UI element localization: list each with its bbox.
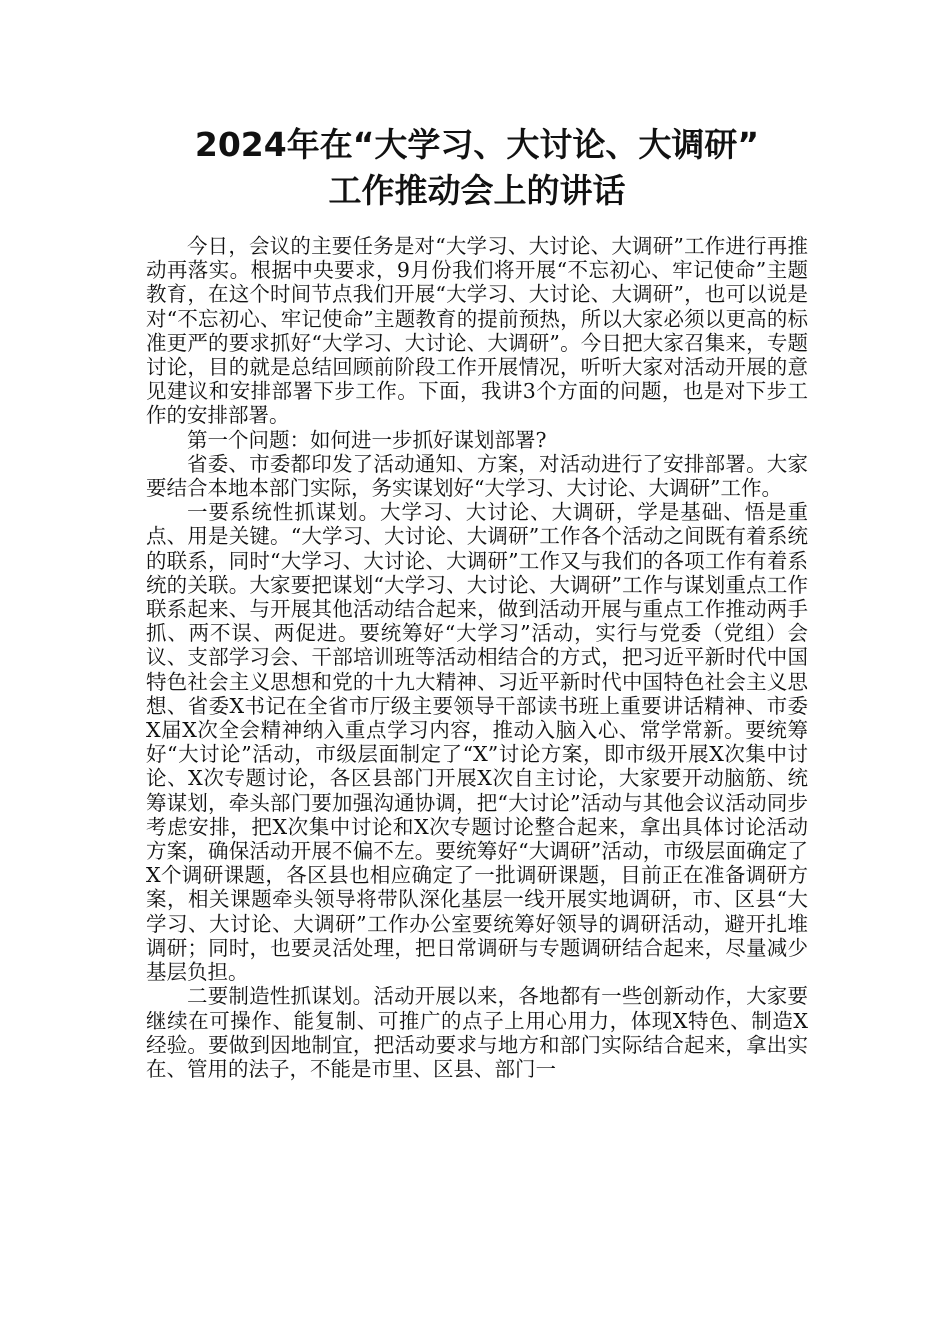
paragraph-4: 二要制造性抓谋划。活动开展以来，各地都有一些创新动作，大家要继续在可操作、能复制、可推广的点子上用心用力，体现X特色、制造X经验。要做到因地制宜，把活动要求与地方和部门实际结合起来，拿出实在、管用的法子，不能是市里、区县、部门一 bbox=[146, 984, 808, 1081]
title-line-1: 2024年在“大学习、大讨论、大调研” bbox=[194, 125, 760, 164]
document-page bbox=[146, 122, 808, 1081]
paragraph-2: 省委、市委都印发了活动通知、方案，对活动进行了安排部署。大家要结合本地本部门实际，务实谋划好“大学习、大讨论、大调研”工作。 bbox=[146, 451, 808, 501]
paragraph-3: 一要系统性抓谋划。大学习、大讨论、大调研，学是基础、悟是重点、用是关键。“大学习、大讨论、大调研”工作各个活动之间既有着系统的联系，同时“大学习、大讨论、大调研”工作又与我们的各项工作有着系统的关联。大家要把谋划“大学习、大讨论、大调研”工作与谋划重点工作联系起来、与开展其他活动结合起来，做到活动开展与重点工作推动两手抓、两不误、两促进。要统筹好“大学习”活动，实行与党委（党组）会议、支部学习会、干部培训班等活动相结合的方式，把习近平新时代中国特色社会主义思想和党的十九大精神、习近平新时代中国特色社会主义思想、省委X书记在全省市厅级主要领导干部读书班上重要讲话精神、市委X届X次全会精神纳入重点学习内容，推动入脑入心、常学常新。要统筹好“大讨论”活动，市级层面制定了“X”讨论方案，即市级开展X次集中讨论、X次专题讨论，各区县部门开展X次自主讨论，大家要开动脑筋、统筹谋划，牵头部门要加强沟通协调，把“大讨论”活动与其他会议活动同步考虑安排，把X次集中讨论和X次专题讨论整合起来，拿出具体讨论活动方案，确保活动开展不偏不左。要统筹好“大调研”活动，市级层面确定了X个调研课题，各区县也相应确定了一批调研课题，目前正在准备调研方案，相关课题牵头领导将带队深化基层一线开展实地调研，市、区县“大学习、大讨论、大调研”工作办公室要统筹好领导的调研活动，避开扎堆调研；同时，也要灵活处理，把日常调研与专题调研结合起来，尽量减少基层负担。 bbox=[146, 500, 808, 985]
document-body bbox=[146, 234, 808, 1081]
paragraph-heading-1: 第一个问题：如何进一步抓好谋划部署? bbox=[187, 427, 547, 452]
document-title bbox=[146, 122, 808, 214]
title-line-2: 工作推动会上的讲话 bbox=[328, 171, 626, 210]
paragraph-intro: 今日，会议的主要任务是对“大学习、大讨论、大调研”工作进行再推动再落实。根据中央要求，9月份我们将开展“不忘初心、牢记使命”主题教育，在这个时间节点我们开展“大学习、大讨论、大调研”，也可以说是对“不忘初心、牢记使命”主题教育的提前预热，所以大家必须以更高的标准更严的要求抓好“大学习、大讨论、大调研”。今日把大家召集来，专题讨论，目的就是总结回顾前阶段工作开展情况，听听大家对活动开展的意见建议和安排部署下步工作。下面，我讲3个方面的问题，也是对下步工作的安排部署。 bbox=[146, 234, 808, 428]
